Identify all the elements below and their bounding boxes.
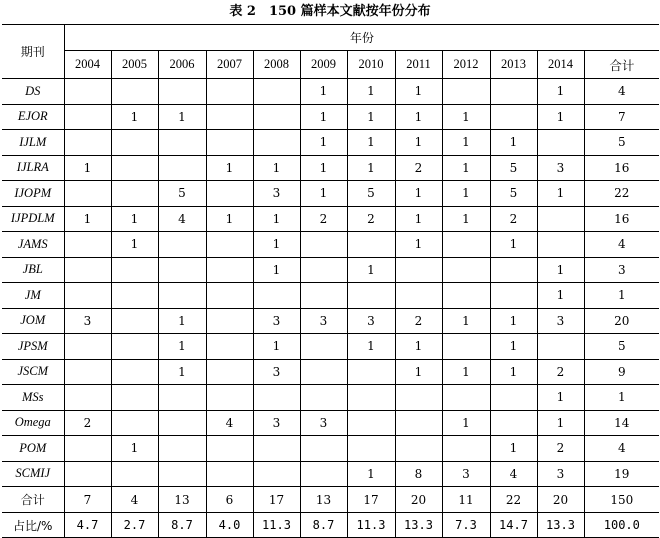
table-row (2, 308, 659, 334)
count-cell (158, 436, 206, 462)
count-cell (442, 79, 490, 105)
count-cell (64, 257, 111, 283)
year-header-2013: 2013 (490, 51, 537, 79)
count-cell: 1 (300, 104, 347, 130)
count-cell (111, 181, 158, 207)
count-cell (442, 334, 490, 360)
count-cell (490, 410, 537, 436)
count-cell (347, 283, 395, 309)
journal-name: JM (2, 283, 64, 309)
count-cell: 2 (395, 308, 442, 334)
journal-name: MSs (2, 385, 64, 411)
count-cell (206, 436, 253, 462)
count-cell: 1 (300, 79, 347, 105)
count-cell: 1 (64, 206, 111, 232)
count-cell: 3 (347, 308, 395, 334)
count-cell (206, 104, 253, 130)
table-row (2, 181, 659, 207)
year-group-header: 年份 (64, 25, 659, 51)
count-cell: 1 (490, 334, 537, 360)
journal-name: IJPDLM (2, 206, 64, 232)
table-row (2, 359, 659, 385)
count-cell: 1 (537, 283, 584, 309)
count-cell: 1 (300, 181, 347, 207)
count-cell: 1 (253, 257, 300, 283)
count-cell: 1 (347, 104, 395, 130)
journal-name: JAMS (2, 232, 64, 258)
journal-name: POM (2, 436, 64, 462)
count-cell: 2 (537, 359, 584, 385)
journal-name: JBL (2, 257, 64, 283)
count-cell: 1 (253, 334, 300, 360)
count-cell: 1 (347, 79, 395, 105)
count-cell (206, 232, 253, 258)
row-total-cell: 4 (584, 232, 659, 258)
count-cell: 5 (158, 181, 206, 207)
row-total-cell: 3 (584, 257, 659, 283)
count-cell (158, 283, 206, 309)
year-header-2014: 2014 (537, 51, 584, 79)
count-cell (158, 232, 206, 258)
count-cell (158, 130, 206, 156)
count-cell (537, 206, 584, 232)
count-cell: 4 (158, 206, 206, 232)
journal-name: IJLRA (2, 155, 64, 181)
count-cell (111, 257, 158, 283)
sum-row-cell: 7 (64, 487, 111, 513)
journal-name: JOM (2, 308, 64, 334)
count-cell: 1 (253, 232, 300, 258)
count-cell: 1 (537, 79, 584, 105)
count-cell: 1 (253, 206, 300, 232)
count-cell (206, 79, 253, 105)
table-row (2, 283, 659, 309)
count-cell (111, 461, 158, 487)
sum-row-cell: 13 (300, 487, 347, 513)
year-header-2011: 2011 (395, 51, 442, 79)
count-cell: 1 (206, 206, 253, 232)
count-cell: 5 (347, 181, 395, 207)
count-cell (347, 359, 395, 385)
count-cell (111, 385, 158, 411)
count-cell (395, 385, 442, 411)
table-row (2, 257, 659, 283)
count-cell (111, 308, 158, 334)
count-cell: 1 (537, 181, 584, 207)
year-header-2006: 2006 (158, 51, 206, 79)
count-cell: 2 (490, 206, 537, 232)
count-cell (537, 232, 584, 258)
sum-row-cell: 6 (206, 487, 253, 513)
year-header-2012: 2012 (442, 51, 490, 79)
count-cell: 1 (490, 436, 537, 462)
journal-name: Omega (2, 410, 64, 436)
count-cell: 1 (111, 206, 158, 232)
count-cell (442, 436, 490, 462)
count-cell: 1 (347, 130, 395, 156)
count-cell: 1 (537, 257, 584, 283)
sum-row-cell: 13 (158, 487, 206, 513)
year-header-2008: 2008 (253, 51, 300, 79)
table-row (2, 79, 659, 105)
count-cell: 1 (442, 308, 490, 334)
year-header-row (2, 51, 659, 79)
count-cell (64, 436, 111, 462)
percentage-row-cell: 8.7 (300, 513, 347, 538)
count-cell: 3 (253, 181, 300, 207)
count-cell (442, 385, 490, 411)
count-cell (206, 359, 253, 385)
row-total-cell: 19 (584, 461, 659, 487)
count-cell (206, 461, 253, 487)
count-cell: 3 (253, 308, 300, 334)
count-cell: 1 (347, 257, 395, 283)
count-cell: 1 (206, 155, 253, 181)
table-row (2, 461, 659, 487)
count-cell (347, 232, 395, 258)
table-row (2, 410, 659, 436)
row-total-cell: 14 (584, 410, 659, 436)
count-cell: 1 (395, 334, 442, 360)
count-cell: 3 (537, 461, 584, 487)
count-cell: 1 (490, 359, 537, 385)
count-cell (158, 461, 206, 487)
journal-name: JPSM (2, 334, 64, 360)
count-cell: 1 (395, 206, 442, 232)
count-cell (347, 410, 395, 436)
table-row (2, 104, 659, 130)
count-cell (64, 461, 111, 487)
count-cell: 1 (442, 206, 490, 232)
count-cell (158, 410, 206, 436)
count-cell (158, 385, 206, 411)
count-cell (442, 232, 490, 258)
year-header-2004: 2004 (64, 51, 111, 79)
count-cell (347, 385, 395, 411)
count-cell (253, 385, 300, 411)
count-cell (300, 232, 347, 258)
count-cell: 3 (300, 410, 347, 436)
count-cell (490, 104, 537, 130)
count-cell: 1 (442, 104, 490, 130)
count-cell (158, 79, 206, 105)
count-cell (253, 461, 300, 487)
count-cell: 1 (64, 155, 111, 181)
count-cell: 1 (111, 104, 158, 130)
count-cell: 1 (442, 155, 490, 181)
year-header-2007: 2007 (206, 51, 253, 79)
percentage-row-cell: 7.3 (442, 513, 490, 538)
count-cell: 3 (442, 461, 490, 487)
count-cell: 2 (64, 410, 111, 436)
total-column-header: 合计 (584, 51, 659, 79)
count-cell: 1 (442, 359, 490, 385)
count-cell (64, 232, 111, 258)
count-cell: 1 (111, 436, 158, 462)
table-row (2, 334, 659, 360)
count-cell (64, 359, 111, 385)
count-cell: 1 (347, 155, 395, 181)
count-cell (206, 334, 253, 360)
count-cell: 4 (206, 410, 253, 436)
count-cell (490, 385, 537, 411)
count-cell: 1 (158, 359, 206, 385)
count-cell (300, 283, 347, 309)
count-cell (395, 436, 442, 462)
count-cell: 3 (537, 308, 584, 334)
count-cell (300, 385, 347, 411)
count-cell (347, 436, 395, 462)
percentage-row-cell: 11.3 (253, 513, 300, 538)
count-cell: 1 (395, 359, 442, 385)
percentage-row-total: 100.0 (584, 513, 659, 538)
table-row (2, 130, 659, 156)
count-cell: 1 (395, 181, 442, 207)
percentage-row (2, 513, 659, 538)
count-cell: 2 (300, 206, 347, 232)
count-cell: 3 (537, 155, 584, 181)
count-cell: 1 (300, 155, 347, 181)
count-cell (111, 79, 158, 105)
count-cell: 1 (253, 155, 300, 181)
count-cell: 2 (395, 155, 442, 181)
count-cell (300, 359, 347, 385)
count-cell (395, 283, 442, 309)
count-cell (253, 104, 300, 130)
count-cell: 3 (253, 359, 300, 385)
count-cell: 1 (347, 461, 395, 487)
count-cell: 1 (158, 334, 206, 360)
count-cell (395, 410, 442, 436)
percentage-row-cell: 14.7 (490, 513, 537, 538)
row-total-cell: 5 (584, 130, 659, 156)
count-cell: 5 (490, 155, 537, 181)
count-cell (395, 257, 442, 283)
count-cell: 1 (300, 130, 347, 156)
count-cell (64, 334, 111, 360)
count-cell: 1 (347, 334, 395, 360)
percentage-row-cell: 4.0 (206, 513, 253, 538)
count-cell: 1 (442, 181, 490, 207)
count-cell (64, 385, 111, 411)
count-cell (64, 181, 111, 207)
table-row (2, 155, 659, 181)
count-cell: 1 (158, 104, 206, 130)
count-cell: 3 (300, 308, 347, 334)
count-cell (300, 257, 347, 283)
count-cell: 1 (395, 79, 442, 105)
count-cell (206, 283, 253, 309)
count-cell: 2 (537, 436, 584, 462)
count-cell: 1 (442, 410, 490, 436)
journal-name: SCMIJ (2, 461, 64, 487)
count-cell (111, 410, 158, 436)
count-cell (537, 334, 584, 360)
count-cell (253, 436, 300, 462)
journal-column-header: 期刊 (2, 25, 64, 79)
row-total-cell: 1 (584, 385, 659, 411)
table-row (2, 436, 659, 462)
count-cell: 4 (490, 461, 537, 487)
table-body (2, 79, 659, 538)
row-total-cell: 4 (584, 79, 659, 105)
percentage-row-cell: 4.7 (64, 513, 111, 538)
count-cell (490, 283, 537, 309)
journal-name: IJLM (2, 130, 64, 156)
sum-row-total: 150 (584, 487, 659, 513)
row-total-cell: 20 (584, 308, 659, 334)
count-cell: 1 (490, 308, 537, 334)
percentage-row-cell: 11.3 (347, 513, 395, 538)
count-cell: 1 (158, 308, 206, 334)
journal-name: EJOR (2, 104, 64, 130)
count-cell (300, 436, 347, 462)
count-cell (206, 308, 253, 334)
sum-row-label: 合计 (2, 487, 64, 513)
count-cell (442, 257, 490, 283)
count-cell (442, 283, 490, 309)
row-total-cell: 16 (584, 206, 659, 232)
count-cell (111, 155, 158, 181)
count-cell: 1 (537, 104, 584, 130)
count-cell (111, 334, 158, 360)
row-total-cell: 1 (584, 283, 659, 309)
table-row (2, 385, 659, 411)
year-header-2005: 2005 (111, 51, 158, 79)
count-cell (64, 283, 111, 309)
sum-row (2, 487, 659, 513)
count-cell: 1 (395, 232, 442, 258)
sum-row-cell: 20 (395, 487, 442, 513)
count-cell: 1 (395, 130, 442, 156)
percentage-row-cell: 13.3 (395, 513, 442, 538)
journal-name: IJOPM (2, 181, 64, 207)
count-cell: 1 (111, 232, 158, 258)
percentage-row-cell: 8.7 (158, 513, 206, 538)
count-cell: 1 (490, 130, 537, 156)
sum-row-cell: 17 (253, 487, 300, 513)
count-cell (206, 130, 253, 156)
count-cell (300, 461, 347, 487)
count-cell (111, 283, 158, 309)
row-total-cell: 5 (584, 334, 659, 360)
percentage-row-cell: 13.3 (537, 513, 584, 538)
percentage-row-label: 占比/% (2, 513, 64, 538)
count-cell: 1 (490, 232, 537, 258)
count-cell (253, 283, 300, 309)
distribution-table (2, 24, 659, 538)
row-total-cell: 22 (584, 181, 659, 207)
percentage-row-cell: 2.7 (111, 513, 158, 538)
count-cell (206, 385, 253, 411)
journal-name: JSCM (2, 359, 64, 385)
count-cell (253, 130, 300, 156)
year-header-2009: 2009 (300, 51, 347, 79)
count-cell (490, 79, 537, 105)
count-cell: 3 (64, 308, 111, 334)
count-cell: 8 (395, 461, 442, 487)
count-cell (64, 130, 111, 156)
count-cell: 3 (253, 410, 300, 436)
table-caption: 表 2 150 篇样本文献按年份分布 (229, 4, 431, 19)
count-cell (206, 257, 253, 283)
count-cell (111, 130, 158, 156)
journal-name: DS (2, 79, 64, 105)
count-cell: 2 (347, 206, 395, 232)
sum-row-cell: 22 (490, 487, 537, 513)
count-cell (300, 334, 347, 360)
count-cell (490, 257, 537, 283)
year-header-2010: 2010 (347, 51, 395, 79)
count-cell (537, 130, 584, 156)
count-cell (64, 104, 111, 130)
row-total-cell: 9 (584, 359, 659, 385)
sum-row-cell: 17 (347, 487, 395, 513)
table-row (2, 232, 659, 258)
count-cell (206, 181, 253, 207)
row-total-cell: 16 (584, 155, 659, 181)
count-cell: 1 (442, 130, 490, 156)
count-cell: 1 (537, 410, 584, 436)
sum-row-cell: 11 (442, 487, 490, 513)
count-cell (253, 79, 300, 105)
count-cell (111, 359, 158, 385)
count-cell (158, 257, 206, 283)
sum-row-cell: 20 (537, 487, 584, 513)
count-cell (158, 155, 206, 181)
row-total-cell: 7 (584, 104, 659, 130)
count-cell (64, 79, 111, 105)
count-cell: 5 (490, 181, 537, 207)
count-cell: 1 (395, 104, 442, 130)
row-total-cell: 4 (584, 436, 659, 462)
table-row (2, 206, 659, 232)
count-cell: 1 (537, 385, 584, 411)
sum-row-cell: 4 (111, 487, 158, 513)
